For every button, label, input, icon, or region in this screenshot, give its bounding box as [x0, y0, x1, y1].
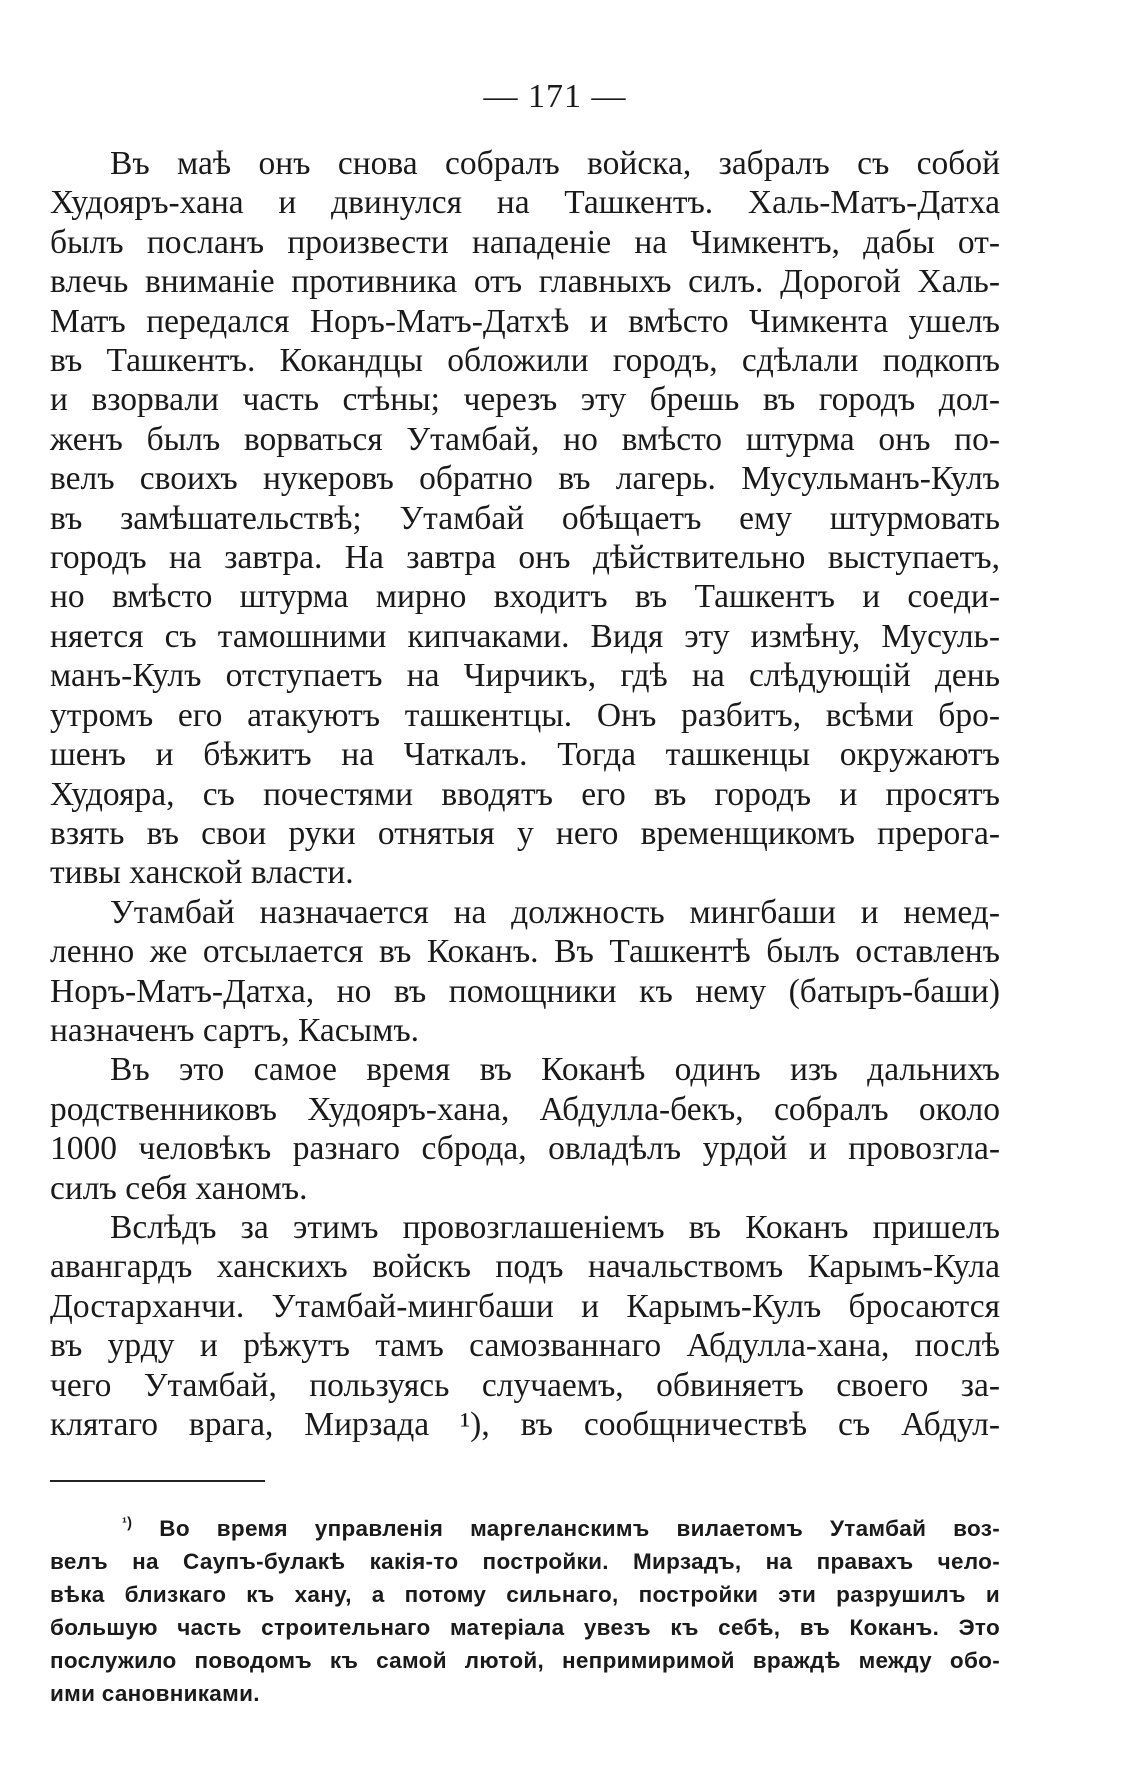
text-line: и взорвали часть стѣны; черезъ эту брешь въ городъ дол- [50, 381, 1000, 419]
text-line: но вмѣсто штурма мирно входитъ въ Ташкентъ и соеди- [50, 578, 1000, 616]
text-line: Вслѣдъ за этимъ провозглашеніемъ въ Коканъ пришелъ [110, 1208, 1000, 1246]
text-line: клятаго врага, Мирзада ¹), въ сообщничествѣ съ Абдул- [50, 1406, 1000, 1443]
text-line: Худояра, съ почестями вводятъ его въ городъ и просятъ [50, 775, 1000, 813]
text-line: Матъ передался Норъ-Матъ-Датхѣ и вмѣсто Чимкента ушелъ [50, 302, 1000, 340]
footnote-line: послужило поводомъ къ самой лютой, непримиримой враждѣ между обо- [50, 1648, 1000, 1674]
text-line: былъ посланъ произвести нападеніе на Чимкентъ, дабы от- [50, 223, 1000, 261]
text-line: Достарханчи. Утамбай-мингбаши и Карымъ-Кулъ бросаются [50, 1287, 1000, 1325]
text-line: чего Утамбай, пользуясь случаемъ, обвиняетъ своего за- [50, 1366, 1000, 1404]
footnote [50, 1512, 1000, 1710]
footnote-marker: ¹) [122, 1515, 133, 1532]
footnote-line: ими сановниками. [50, 1681, 260, 1707]
paragraph-2 [50, 893, 1000, 1051]
paragraph-4 [50, 1208, 1000, 1444]
text-line: няется съ тамошними кипчаками. Видя эту измѣну, Мусуль- [50, 617, 1000, 655]
text-line: въ Ташкентъ. Кокандцы обложили городъ, сдѣлали подкопъ [50, 342, 1000, 380]
text-line: влечь вниманіе противника отъ главныхъ силъ. Дорогой Халь- [50, 263, 1000, 301]
text-line: шенъ и бѣжитъ на Чаткалъ. Тогда ташкенцы окружаютъ [50, 736, 1000, 774]
text-line: утромъ его атакуютъ ташкентцы. Онъ разбитъ, всѣми бро- [50, 696, 1000, 734]
text-line: тивы ханской власти. [50, 854, 354, 892]
text-line: назначенъ сартъ, Касымъ. [50, 1011, 420, 1049]
footnote-line: велъ на Саупъ-булакѣ какія-то постройки. Мирзадъ, на правахъ чело- [50, 1549, 1000, 1575]
text-line: женъ былъ ворваться Утамбай, но вмѣсто штурма онъ по- [50, 420, 1000, 458]
text-line: ленно же отсылается въ Коканъ. Въ Ташкентѣ былъ оставленъ [50, 933, 1000, 971]
paragraph-1 [50, 144, 1000, 893]
text-line: въ урду и рѣжутъ тамъ самозваннаго Абдулла-хана, послѣ [50, 1327, 1000, 1365]
text-line: въ замѣшательствѣ; Утамбай обѣщаетъ ему штурмовать [50, 499, 1000, 537]
footnote-line: вѣка близкаго къ хану, а потому сильнаго, постройки эти разрушилъ и [50, 1582, 1000, 1608]
main-text [50, 144, 1000, 1444]
text-line: велъ своихъ нукеровъ обратно въ лагерь. Мусульманъ-Кулъ [50, 460, 1000, 498]
text-line: Норъ-Матъ-Датха, но въ помощники къ нему (батыръ-баши) [50, 972, 1000, 1010]
text-line: городъ на завтра. На завтра онъ дѣйствительно выступаетъ, [50, 539, 1000, 577]
page-number: — 171 — [483, 78, 627, 115]
text-line: Въ это самое время въ Коканѣ одинъ изъ дальнихъ [110, 1051, 1000, 1089]
text-line: Въ маѣ онъ снова собралъ войска, забралъ съ собой [110, 145, 1000, 182]
text-line: авангардъ ханскихъ войскъ подъ начальствомъ Карымъ-Кула [50, 1248, 1000, 1286]
text-line: Утамбай назначается на должность мингбаши и немед- [110, 893, 1000, 931]
footnote-line: большую часть строительнаго матеріала увезъ къ себѣ, въ Коканъ. Это [50, 1615, 1000, 1641]
footnote-line [50, 1512, 1000, 1545]
text-line: силъ себя ханомъ. [50, 1169, 308, 1207]
text-line: манъ-Кулъ отступаетъ на Чирчикъ, гдѣ на слѣдующій день [50, 657, 1000, 695]
text-line: 1000 человѣкъ разнаго сброда, овладѣлъ урдой и провозгла- [50, 1130, 1000, 1168]
text-line: взять въ свои руки отнятыя у него временщикомъ прерога- [50, 814, 1000, 852]
text-line: Худояръ-хана и двинулся на Ташкентъ. Халь-Матъ-Датха [50, 184, 1000, 222]
footnote-divider [50, 1480, 265, 1482]
text-line: родственниковъ Худояръ-хана, Абдулла-бекъ, собралъ около [50, 1090, 1000, 1128]
paragraph-3 [50, 1050, 1000, 1208]
footnote-first-line-text: Во время управленія маргеланскимъ вилаетомъ Утамбай воз- [159, 1516, 1000, 1542]
